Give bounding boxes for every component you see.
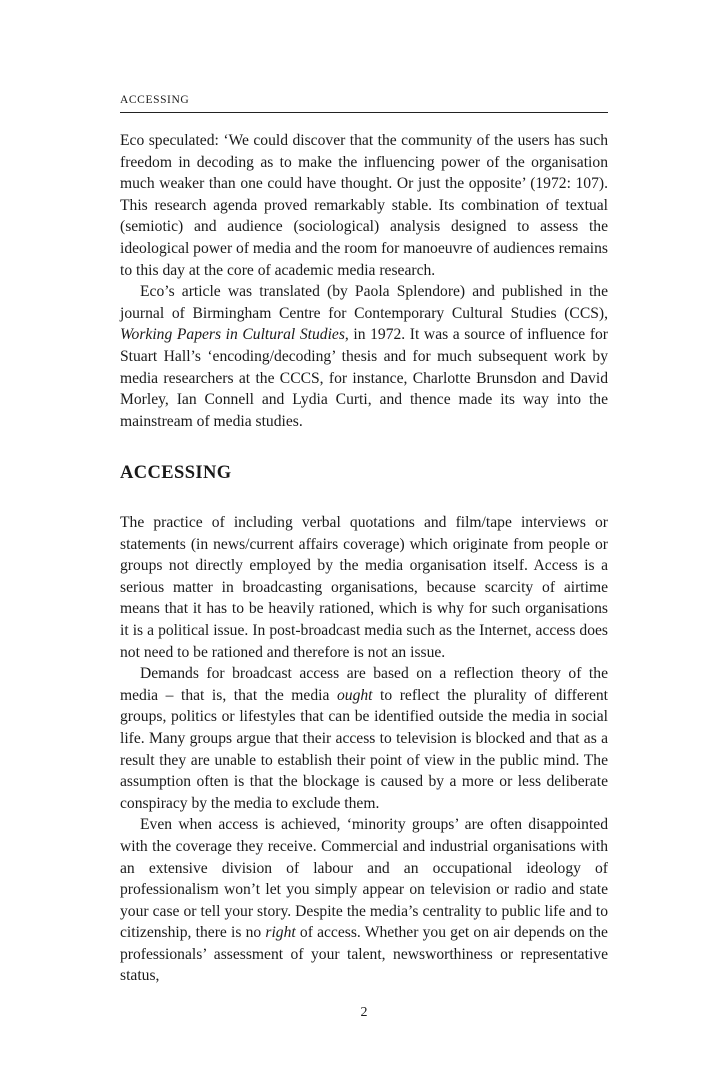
page-number: 2: [360, 1005, 368, 1020]
paragraph-definition: The practice of including verbal quotations and film/tape interviews or statements (in news/current affairs coverage) which originate from people or groups not directly employed by the media organisation itself. Access is a serious matter in broadcasting organisations, because scarcity of airtime means that it has to be heavily rationed, which is why for such organisations it is a political issue. In post-broadcast media such as the Internet, access does not need to be rationed and therefore is not an issue.: [120, 514, 608, 661]
paragraph-text: of access. Whether you get on air depends on the professionals’ assessment of your talent, newsworthiness or representative status,: [120, 924, 608, 985]
journal-title: Working Papers in Cultural Studies: [120, 326, 345, 344]
paragraph-text: Eco’s article was translated (by Paola Splendore) and published in the journal of Birmingham Centre for Contemporary Cultural Studies (CCS),: [120, 283, 608, 322]
paragraph-text: Even when access is achieved, ‘minority groups’ are often disappointed with the coverage they receive. Commercial and industrial organisations with an extensive division of labour and an occupational ideology of professionalism won’t let you simply appear on television or radio and state your case or tell your story. Despite the media’s centrality to public life and to citizenship, there is no: [120, 816, 608, 942]
entry-heading: ACCESSING: [120, 463, 232, 483]
running-head: ACCESSING: [120, 94, 190, 106]
header-rule: [120, 112, 608, 113]
paragraph-text: to reflect the plurality of different groups, politics or lifestyles that can be identified outside the media in social life. Many groups argue that their access to television is blocked and that as a result they are unable to establish their point of view in the public mind. The assumption often is that the blockage is caused by a more or less deliberate conspiracy by the media to exclude them.: [120, 686, 609, 812]
emphasis-right: right: [265, 924, 296, 942]
paragraph-access-demands: [120, 663, 608, 814]
paragraph-eco-translation: [120, 281, 608, 432]
continued-text-block: [120, 130, 608, 432]
paragraph-minority-groups: [120, 814, 608, 987]
paragraph-text: , in 1972. It was a source of influence for Stuart Hall’s ‘encoding/decoding’ thesis and for much subsequent work by media researchers at the CCCS, for instance, Charlotte Brunsdon and David Morley, Ian Connell and Lydia Curti, and thence made its way into the mainstream of media studies.: [120, 326, 608, 430]
entry-text-block: [120, 512, 608, 987]
emphasis-ought: ought: [336, 686, 373, 704]
paragraph-text: Demands for broadcast access are based on a reflection theory of the media – that is, that the media: [120, 665, 608, 704]
paragraph-eco-speculation: Eco speculated: ‘We could discover that the community of the users has such freedom in decoding as to make the influencing power of the organisation much weaker than one could have thought. Or just the opposite’ (1972: 107). This research agenda proved remarkably stable. Its combination of textual (semiotic) and audience (sociological) analysis designed to assess the ideological power of media and the room for manoeuvre of audiences remains to this day at the core of academic media research.: [120, 132, 608, 279]
